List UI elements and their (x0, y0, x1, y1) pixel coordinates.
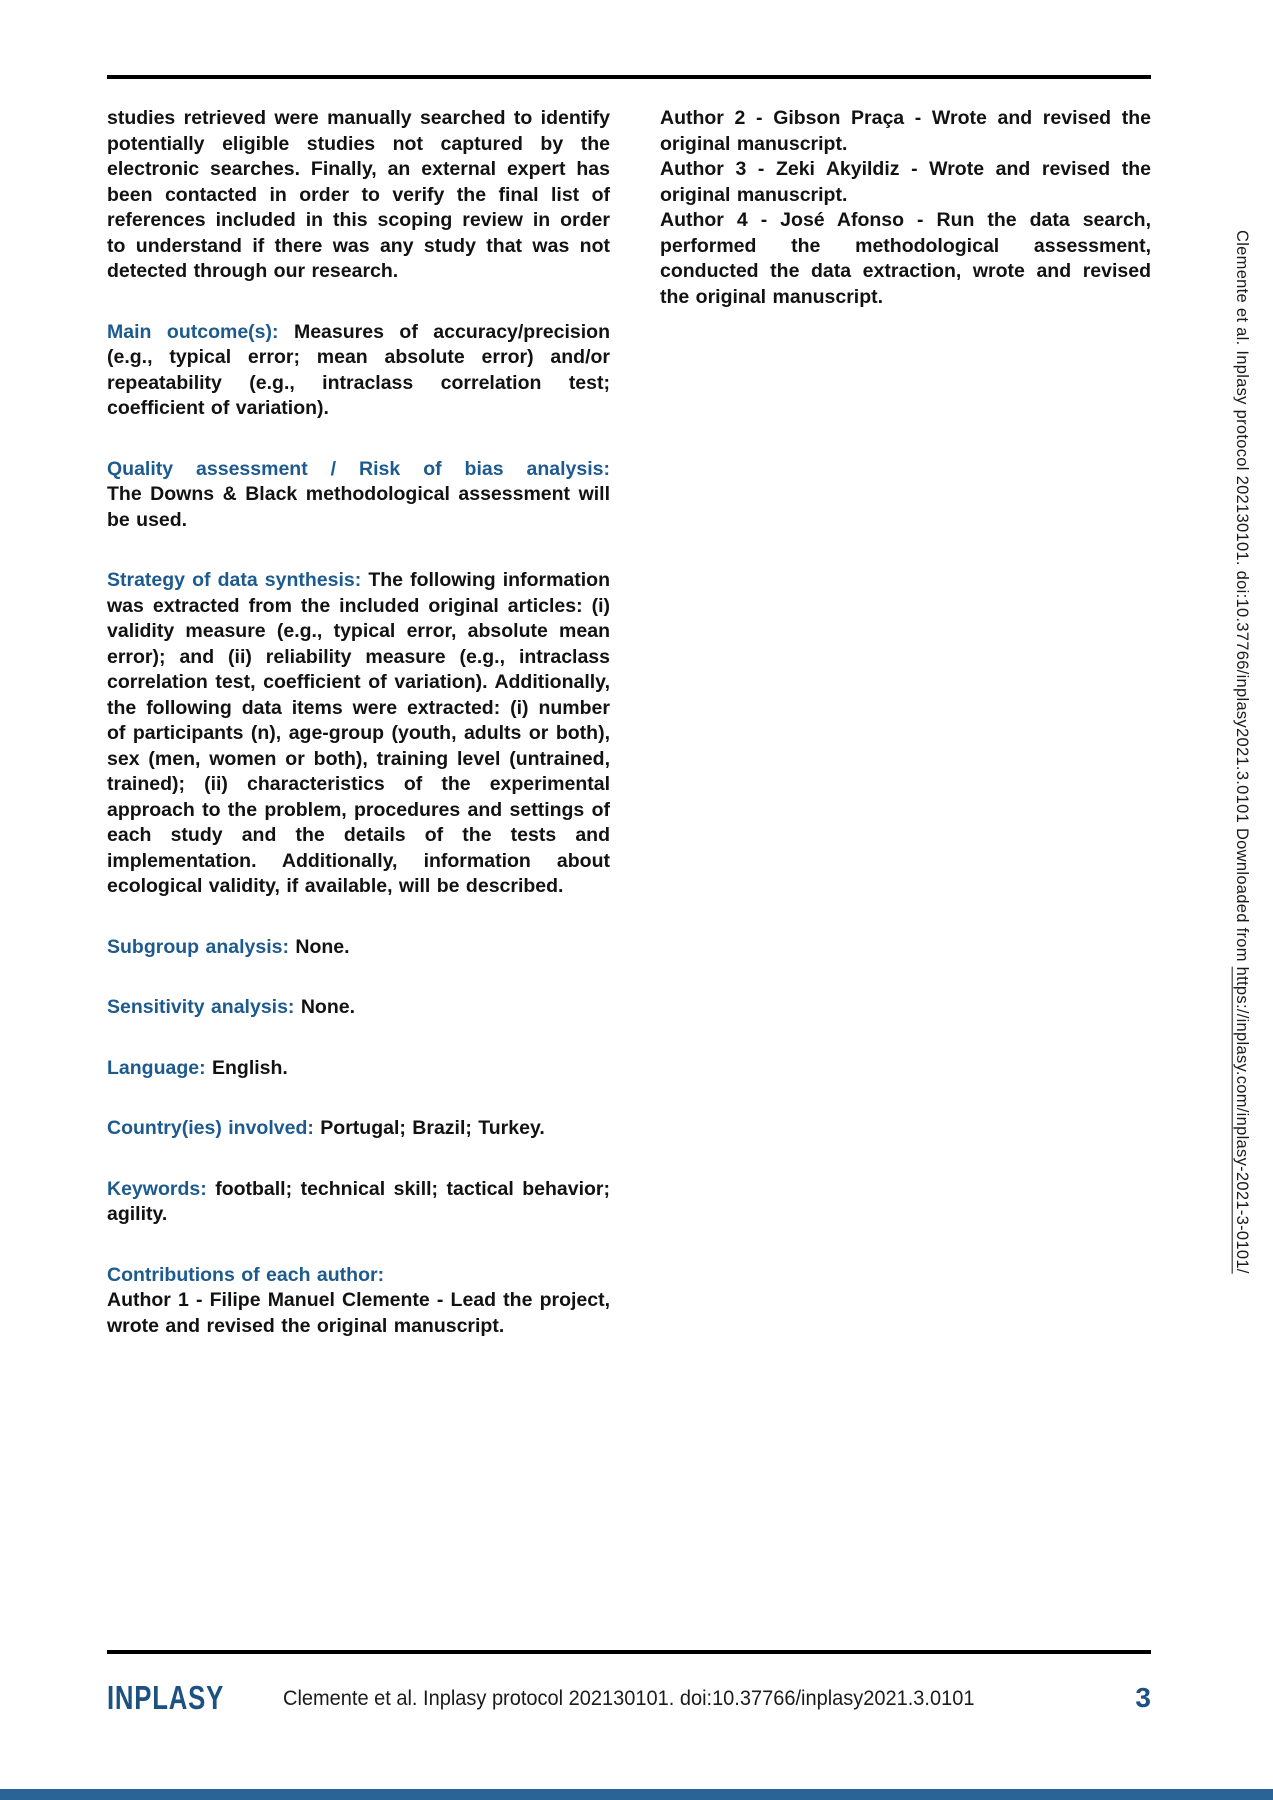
section-main-outcomes (107, 320, 610, 422)
paragraph-author-4: Author 4 - José Afonso - Run the data search, performed the methodological assessment, conducted the data extraction, wrote and revised the original manuscript. (660, 209, 1151, 308)
section-heading-subgroup-analysis: Subgroup analysis: (107, 935, 289, 958)
section-body-language: English. (212, 1056, 288, 1079)
section-countries-involved (107, 1116, 610, 1142)
top-rule (107, 75, 1151, 79)
section-language (107, 1056, 610, 1082)
inplasy-logo: INPLASY (107, 1679, 225, 1716)
section-heading-quality-assessment: Quality assessment / Risk of bias analysis: (107, 457, 610, 480)
section-heading-contributions: Contributions of each author: (107, 1263, 385, 1286)
bottom-rule (107, 1650, 1151, 1654)
paragraph-intro: studies retrieved were manually searched to identify potentially eligible studies not captured by the electronic searches. Finally, an external expert has been contacted in order to verify the final list of references included in this scoping review in order to understand if there was any study that was not detected through our research. (107, 107, 610, 282)
section-contributions (107, 1263, 610, 1340)
left-column (107, 106, 610, 1339)
section-quality-assessment (107, 457, 610, 534)
section-body-sensitivity-analysis: None. (300, 996, 356, 1018)
sidebar-citation-link[interactable]: https://inplasy.com/inplasy-2021-3-0101/ (1233, 966, 1251, 1274)
sidebar-citation (1231, 230, 1253, 1274)
bottom-band (0, 1789, 1273, 1800)
section-heading-countries-involved: Country(ies) involved: (107, 1117, 314, 1139)
section-heading-main-outcomes: Main outcome(s): (107, 320, 279, 343)
section-heading-sensitivity-analysis: Sensitivity analysis: (107, 996, 295, 1018)
section-body-quality-assessment: The Downs & Black methodological assessment will be used. (107, 483, 610, 531)
section-subgroup-analysis (107, 935, 610, 961)
footer-citation: Clemente et al. Inplasy protocol 202130101. doi:10.37766/inplasy2021.3.0101 (283, 1685, 975, 1710)
section-heading-language: Language: (107, 1056, 206, 1079)
right-column (660, 106, 1151, 1339)
section-body-main-outcomes: Measures of accuracy/precision (e.g., typical error; mean absolute error) and/or repeatability (e.g., intraclass correlation test; coefficient of variation). (107, 320, 610, 419)
section-body-subgroup-analysis: None. (295, 935, 350, 958)
section-body-strategy-synthesis: The following information was extracted from the included original articles: (i) validity measure (e.g., typical error, absolute mean error); and (ii) reliability measure (e.g., intraclass correlation test, coefficient of variation). Additionally, the following data items were extracted: (i) number of participants (n), age-group (youth, adults or both), sex (men, women or both), training level (untrained, trained); (ii) characteristics of the experimental approach to the problem, procedures and settings of each study and the details of the tests and implementation. Additionally, information about ecological validity, if available, will be described. (107, 569, 610, 897)
paragraph-author-3: Author 3 - Zeki Akyildiz - Wrote and revised the original manuscript. (660, 158, 1151, 206)
section-heading-strategy-synthesis: Strategy of data synthesis: (107, 569, 362, 591)
section-body-keywords: football; technical skill; tactical behavior; agility. (107, 1177, 610, 1225)
section-strategy-synthesis (107, 568, 610, 900)
page-body (107, 106, 1151, 1339)
paragraph-author-2: Author 2 - Gibson Praça - Wrote and revised the original manuscript. (660, 107, 1151, 155)
section-heading-keywords: Keywords: (107, 1177, 207, 1200)
page-footer (107, 1679, 1151, 1717)
section-body-contributions: Author 1 - Filipe Manuel Clemente - Lead the project, wrote and revised the original manuscript. (107, 1289, 610, 1337)
section-body-countries-involved: Portugal; Brazil; Turkey. (320, 1117, 545, 1139)
section-keywords (107, 1177, 610, 1228)
section-sensitivity-analysis (107, 995, 610, 1021)
page-number: 3 (1135, 1682, 1151, 1713)
sidebar-citation-text: Clemente et al. Inplasy protocol 202130101. doi:10.37766/inplasy2021.3.0101 Downloaded from (1233, 230, 1251, 967)
